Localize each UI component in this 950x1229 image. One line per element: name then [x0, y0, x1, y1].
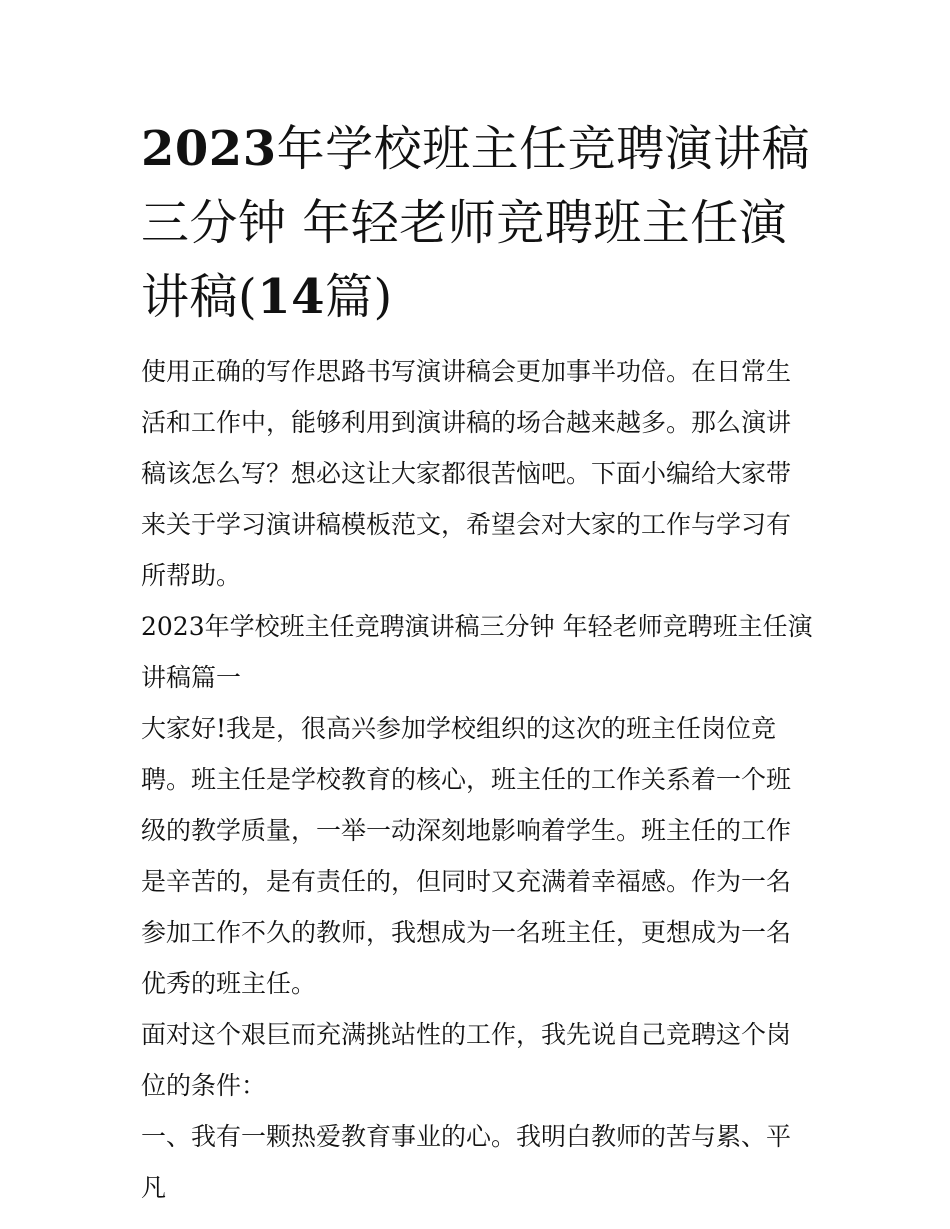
- body-paragraph: 面对这个艰巨而充满挑站性的工作，我先说自己竞聘这个岗位的条件：: [141, 1020, 792, 1100]
- body-paragraph: 大家好!我是，很高兴参加学校组织的这次的班主任岗位竞聘。班主任是学校教育的核心，班主任的工作关系着一个班级的教学质量，一举一动深刻地影响着学生。班主任的工作是辛苦的，是有责任的，但同时又充满着幸福感。作为一名参加工作不久的教师，我想成为一名班主任，更想成为一名优秀的班主任。: [141, 714, 792, 998]
- section-heading: 2023年学校班主任竞聘演讲稿三分钟 年轻老师竞聘班主任演讲稿篇一: [141, 612, 813, 692]
- document-title: [141, 112, 813, 334]
- title-suffix: 篇): [325, 269, 393, 325]
- title-year: 2023: [141, 121, 277, 177]
- title-main: 年学校班主任竞聘演讲稿三分钟 年轻老师竞聘班主任演讲稿(: [141, 121, 811, 325]
- body-paragraph: 一、我有一颗热爱教育事业的心。我明白教师的苦与累、平凡: [141, 1122, 792, 1202]
- document-body: [141, 346, 813, 1213]
- intro-paragraph: 使用正确的写作思路书写演讲稿会更加事半功倍。在日常生活和工作中，能够利用到演讲稿的场合越来越多。那么演讲稿该怎么写？想必这让大家都很苦恼吧。下面小编给大家带来关于学习演讲稿模板范文，希望会对大家的工作与学习有所帮助。: [141, 357, 792, 590]
- document-page: [141, 112, 813, 1213]
- title-count: 14: [257, 269, 326, 325]
